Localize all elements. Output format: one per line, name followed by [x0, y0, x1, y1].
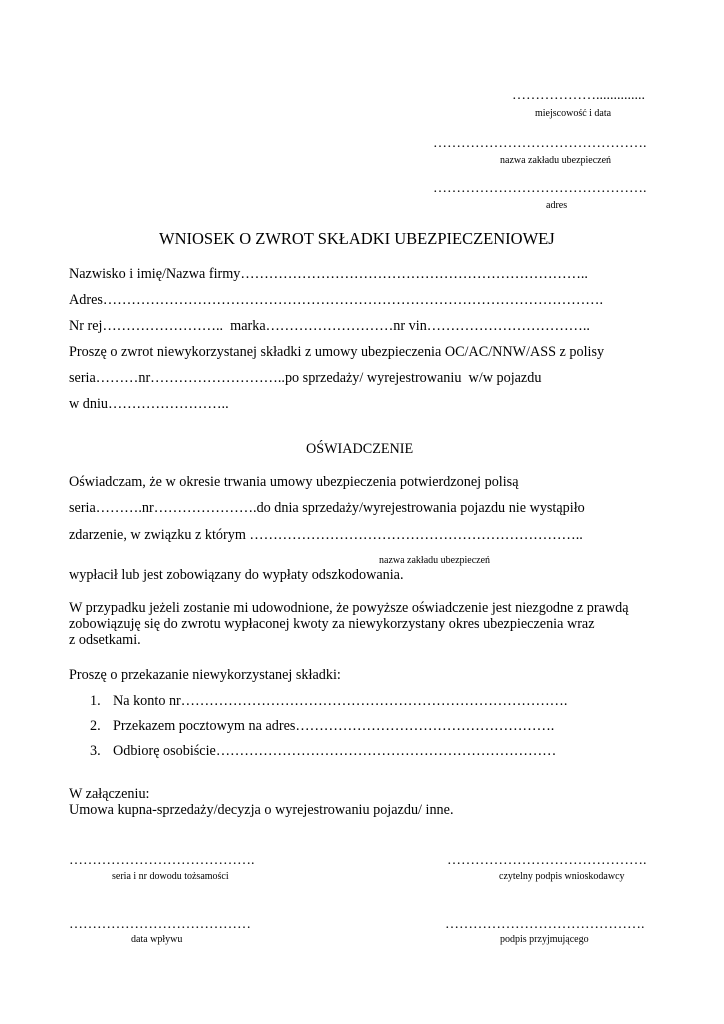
liability-line-2: zobowiązuję się do zwrotu wypłaconej kwoty za niewykorzystany okres ubezpieczenia wraz — [69, 616, 595, 632]
attachments-text: Umowa kupna-sprzedaży/decyzja o wyrejestrowaniu pojazdu/ inne. — [69, 802, 454, 818]
declaration-heading: OŚWIADCZENIE — [306, 441, 414, 457]
transfer-intro: Proszę o przekazanie niewykorzystanej składki: — [69, 667, 341, 683]
request-line: Proszę o zwrot niewykorzystanej składki z umowy ubezpieczenia OC/AC/NNW/ASS z polisy — [69, 344, 605, 360]
option-personal-pickup[interactable]: Odbiorę osobiście……………………………………………………………… — [113, 743, 557, 759]
id-document-caption: seria i nr dowodu tożsamości — [112, 871, 229, 882]
liability-line-3: z odsetkami. — [69, 632, 141, 648]
insurer-name-caption: nazwa zakładu ubezpieczeń — [500, 155, 612, 166]
address-line[interactable]: Adres……………………………………………………………………………………………. — [69, 292, 603, 308]
address-field[interactable]: ………………………………………. — [433, 181, 647, 196]
id-document-field[interactable]: …………………………………. — [69, 853, 255, 868]
declaration-insurer-caption: nazwa zakładu ubezpieczeń — [379, 555, 491, 566]
receipt-date-field[interactable]: ………………………………… — [69, 917, 251, 932]
option-number: 1. — [90, 693, 101, 709]
declaration-line-1: Oświadczam, że w okresie trwania umowy ubezpieczenia potwierdzonej polisą — [69, 474, 519, 490]
option-bank-account[interactable]: Na konto nr………………………………………………………………………. — [113, 693, 568, 709]
attachments-label: W załączeniu: — [69, 786, 150, 802]
receipt-date-caption: data wpływu — [131, 934, 183, 945]
insurer-name-field[interactable]: ………………………………………. — [433, 136, 647, 151]
place-date-caption: miejscowość i data — [535, 108, 612, 119]
page-title: WNIOSEK O ZWROT SKŁADKI UBEZPIECZENIOWEJ — [159, 229, 555, 248]
declaration-line-3[interactable]: zdarzenie, w związku z którym …………………………………………………………….. — [69, 527, 583, 543]
applicant-signature-caption: czytelny podpis wnioskodawcy — [499, 871, 625, 882]
applicant-signature-field[interactable]: ……………………………………. — [447, 853, 647, 868]
declaration-line-4: wypłacił lub jest zobowiązany do wypłaty odszkodowania. — [69, 567, 404, 583]
receiver-signature-field[interactable]: ……………………………………. — [445, 917, 645, 932]
liability-line-1: W przypadku jeżeli zostanie mi udowodnione, że powyższe oświadczenie jest niezgodne z prawdą — [69, 600, 629, 616]
date-line[interactable]: w dniu…………………….. — [69, 396, 229, 412]
option-number: 2. — [90, 718, 101, 734]
series-line[interactable]: seria………nr………………………..po sprzedaży/ wyrejestrowaniu w/w pojazdu — [69, 370, 542, 386]
option-number: 3. — [90, 743, 101, 759]
receiver-signature-caption: podpis przyjmującego — [500, 934, 589, 945]
vehicle-line[interactable]: Nr rej…………………….. marka………………………nr vin…………………………….. — [69, 318, 590, 334]
option-postal-order[interactable]: Przekazem pocztowym na adres………………………………………………. — [113, 718, 555, 734]
declaration-line-2[interactable]: seria……….nr………………….do dnia sprzedaży/wyrejestrowania pojazdu nie wystąpiło — [69, 500, 585, 516]
place-date-field[interactable]: ……………….............. — [512, 88, 645, 103]
name-line[interactable]: Nazwisko i imię/Nazwa firmy……………………………………………………………….. — [69, 266, 588, 282]
address-caption: adres — [546, 200, 568, 211]
